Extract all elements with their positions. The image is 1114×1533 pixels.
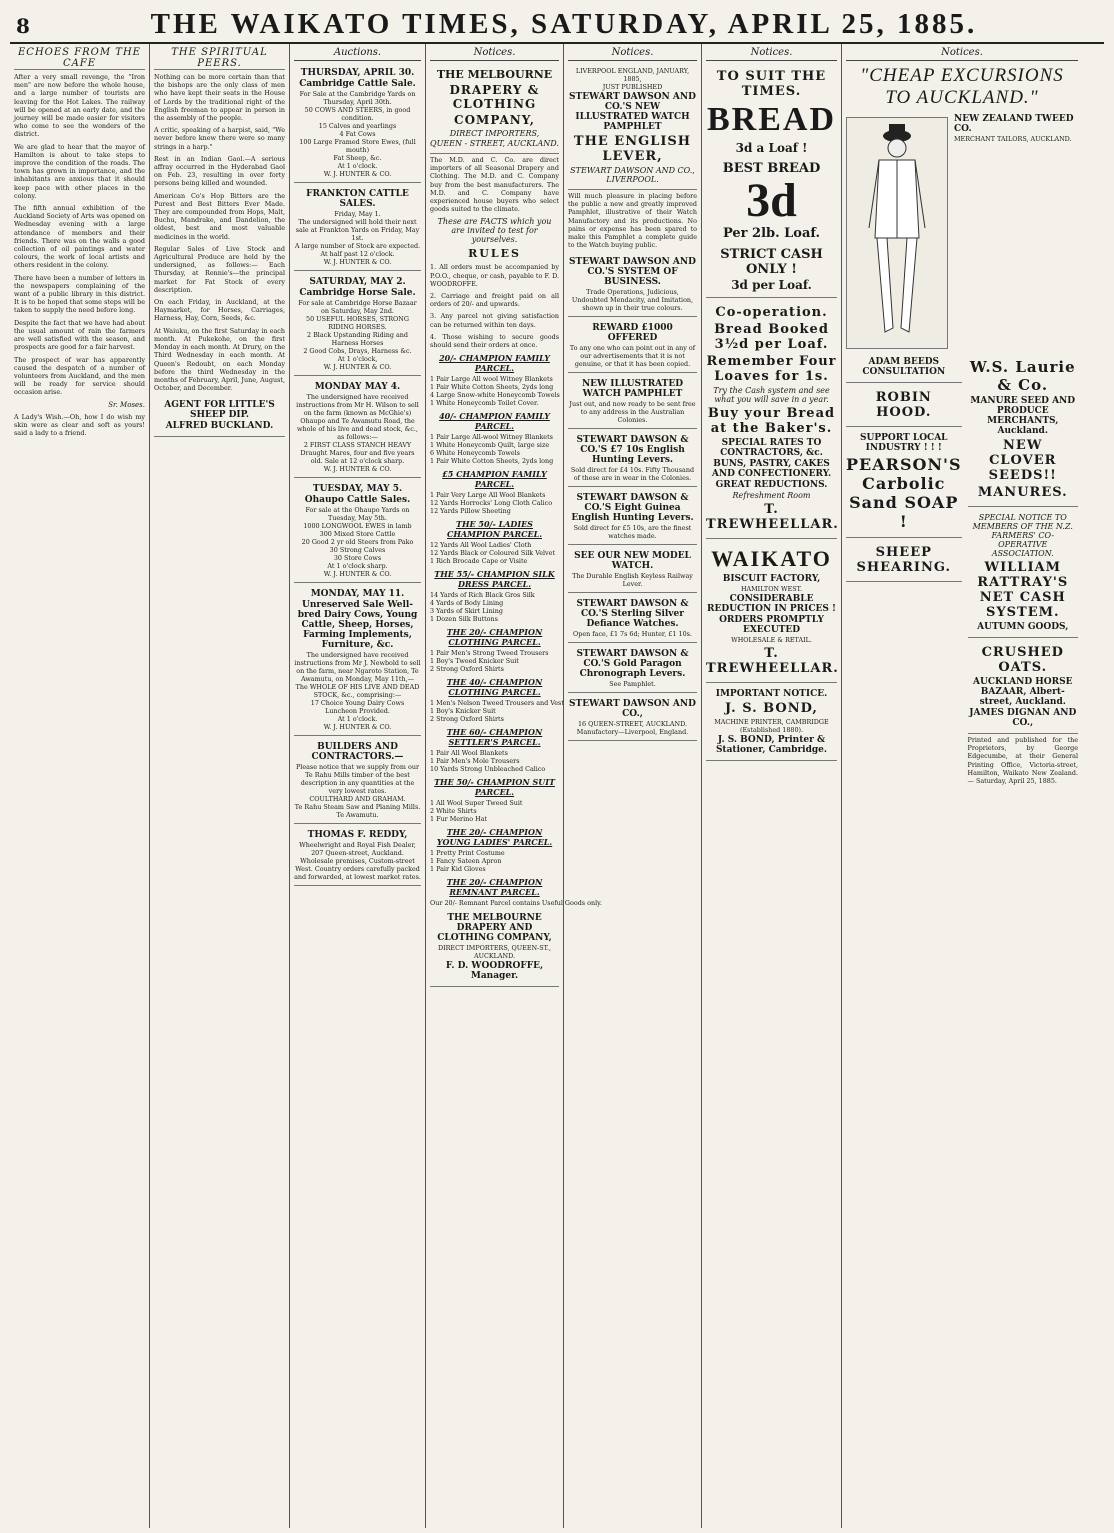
ad-line: HAMILTON WEST. bbox=[740, 585, 803, 593]
parcel-item: 3 Yards of Skirt Lining bbox=[430, 607, 503, 616]
ad-heading: Remember Four Loaves for 1s. bbox=[706, 354, 837, 384]
watch-section bbox=[568, 319, 697, 373]
auction-line: W. J. HUNTER & CO. bbox=[323, 258, 392, 266]
parcel-item: 1 Fancy Sateen Apron bbox=[430, 857, 502, 866]
parcel-item: 1 Fur Merino Hat bbox=[430, 815, 488, 824]
auction-date: MONDAY MAY 4. bbox=[314, 382, 401, 392]
auction-line: 20 Good 2 yr old Steers from Pako bbox=[301, 538, 414, 546]
ad-heading: TO SUIT THE TIMES. bbox=[716, 69, 827, 99]
auction-line: At half past 12 o'clock. bbox=[320, 250, 395, 258]
ad-heading: STRICT CASH ONLY ! bbox=[720, 247, 823, 277]
ad-heading: WAIKATO bbox=[711, 546, 832, 571]
parcel-items bbox=[430, 491, 559, 515]
ad-heading: J. S. BOND, bbox=[725, 701, 818, 716]
auction-line: The undersigned will hold their next sale at Frankton Yards on Friday, May 1st. bbox=[295, 218, 420, 242]
ad-heading: Buy your Bread at the Baker's. bbox=[707, 406, 836, 436]
ad-heading: W.S. Laurie & Co. bbox=[969, 358, 1076, 394]
auction-line: At 1 o'clock sharp. bbox=[327, 562, 388, 570]
parcel-item: 1 Pair Men's Strong Tweed Trousers bbox=[430, 649, 549, 658]
parcel-item: 2 Strong Oxford Shirts bbox=[430, 715, 504, 724]
paragraph: We are glad to hear that the mayor of Hamilton is about to take steps to improve the condition of the roads. The town has grown in importance, and the inhabitants are anxious that it should keep pace with other places in the colony. bbox=[14, 142, 145, 200]
ad-heading: THE ENGLISH LEVER, bbox=[573, 134, 692, 164]
auction-ad bbox=[294, 378, 421, 478]
ad-heading: T. TREWHEELLAR. bbox=[706, 502, 839, 532]
ad-heading: THE MELBOURNE DRAPERY AND CLOTHING COMPANY, bbox=[437, 913, 552, 944]
paragraph: A Lady's Wish.—Oh, how I do wish my skin were as clear and soft as yours! said a lady to a friend. bbox=[14, 412, 145, 437]
watch-section-text: Just out, and now ready to be sent free to any address in the Australian Colonies. bbox=[569, 400, 696, 425]
ad-heading: ROBIN HOOD. bbox=[875, 390, 932, 420]
watch-section-title: STEWART DAWSON AND CO.'S SYSTEM OF BUSINESS. bbox=[569, 257, 696, 288]
parcel-title: THE 20/- CHAMPION CLOTHING PARCEL. bbox=[446, 627, 543, 648]
column-melbourne-drapery bbox=[426, 44, 602, 1528]
laurie-ad bbox=[968, 353, 1078, 507]
auction-title: Unreserved Sale Well-bred Dairy Cows, Young Cattle, Sheep, Horses, Farming Implements, Furniture, &c. bbox=[297, 600, 418, 650]
paragraph: A critic, speaking of a harpist, said, "We never before knew there were so many strings in a harp." bbox=[154, 126, 285, 151]
auction-line: Friday, May 1. bbox=[334, 210, 381, 218]
auction-list bbox=[294, 64, 421, 886]
ad-subheading: SPECIAL NOTICE TO MEMBERS OF THE N.Z. FARMERS' CO-OPERATIVE ASSOCIATION. bbox=[972, 513, 1073, 558]
auction-line: 100 Large Framed Store Ewes, (full mouth) bbox=[299, 138, 416, 154]
column-header: Auctions. bbox=[294, 47, 421, 61]
auction-ad bbox=[294, 826, 421, 886]
auction-line: At 1 o'clock, bbox=[337, 355, 378, 363]
parcel-title: 40/- CHAMPION FAMILY PARCEL. bbox=[439, 411, 550, 432]
auction-line: W. J. HUNTER & CO. bbox=[323, 723, 392, 731]
parcel-item: 1 Boy's Knicker Suit bbox=[430, 707, 496, 716]
ad-subheading: DIRECT IMPORTERS, bbox=[449, 129, 540, 138]
motto: These are FACTS which you are invited to test for yourselves. bbox=[437, 217, 552, 245]
parcel-item: 12 Yards Black or Coloured Silk Velvet bbox=[430, 549, 556, 558]
watch-section bbox=[568, 645, 697, 693]
auction-line: Te Awamutu. bbox=[336, 811, 379, 819]
auction-title: THOMAS F. REDDY, bbox=[307, 830, 408, 840]
column-auctions bbox=[290, 44, 426, 1528]
ad-line: MACHINE PRINTER, CAMBRIDGE (Established 1880). bbox=[714, 718, 829, 734]
auction-line: W. J. HUNTER & CO. bbox=[323, 363, 392, 371]
parcel-item: 1 Pair Kid Gloves bbox=[430, 865, 486, 874]
parcel-list bbox=[430, 353, 602, 908]
auction-line: For sale at Cambridge Horse Bazaar on Saturday, May 2nd. bbox=[298, 299, 417, 315]
parcel-item: 1 White Honeycomb Toilet Cover. bbox=[430, 399, 539, 408]
auction-line: The undersigned have received instructions from Mr H. Wilson to sell on the farm (known as McGhie's) Ohaupo and Te Awamutu Road, the whole of his live and dead stock, &c., as follows:— bbox=[296, 393, 419, 441]
ad-heading: T. TREWHEELLAR. bbox=[706, 646, 839, 676]
ad-heading: NEW ZEALAND TWEED CO. bbox=[954, 114, 1074, 134]
watch-footer bbox=[568, 695, 697, 741]
parcel-items bbox=[430, 649, 559, 673]
auction-ad bbox=[294, 273, 421, 376]
auction-title: Cambridge Horse Sale. bbox=[299, 288, 416, 298]
paragraph: Regular Sales of Live Stock and Agricultural Produce are held by the undersigned, as follows:— Each Thursday, at Rennie's—the principal market for Fat Stock of every description. bbox=[154, 244, 285, 294]
ad-heading: ORDERS PROMPTLY EXECUTED bbox=[719, 615, 824, 635]
column-header: Notices. bbox=[568, 47, 697, 61]
auction-line: 2 Black Upstanding Riding and Harness Horses bbox=[307, 331, 408, 347]
section-title: ECHOES FROM THE CAFE bbox=[14, 47, 145, 70]
rule-item: 4. Those wishing to secure goods should send their orders at once. bbox=[430, 332, 559, 350]
ad-heading: COMPANY, bbox=[454, 113, 535, 127]
parcel-items bbox=[430, 433, 559, 465]
rule-item: 1. All orders must be accompanied by P.O.O., cheque, or cash, payable to F. D. WOODROFFE. bbox=[430, 263, 559, 288]
parcel-item: 6 White Honeycomb Towels bbox=[430, 449, 520, 458]
auction-line: 30 Strong Calves bbox=[329, 546, 386, 554]
ad-subheading: 3d a Loaf ! bbox=[735, 141, 808, 155]
auction-line: Te Rahu Steam Saw and Planing Mills. bbox=[294, 803, 421, 811]
parcel-title: THE 55/- CHAMPION SILK DRESS PARCEL. bbox=[434, 569, 555, 590]
parcel-title: 20/- CHAMPION FAMILY PARCEL. bbox=[439, 353, 550, 374]
auction-title: BUILDERS AND CONTRACTORS.— bbox=[311, 742, 404, 762]
column-header: Notices. bbox=[430, 47, 559, 61]
parcel-items bbox=[430, 375, 559, 407]
ad-subheading: Refreshment Room bbox=[732, 491, 811, 500]
ad-subheading: 3d per Loaf. bbox=[731, 278, 812, 292]
parcel-item: 1 Men's Nelson Tweed Trousers and Vest bbox=[430, 699, 564, 708]
parcel-title: THE 20/- CHAMPION REMNANT PARCEL. bbox=[446, 877, 543, 898]
ad-heading: MANURES. bbox=[977, 485, 1068, 500]
column-spiritual-peers bbox=[150, 44, 290, 1528]
ad-line: WHOLESALE & RETAIL. bbox=[731, 636, 812, 644]
ad-heading: CONSIDERABLE REDUCTION IN PRICES ! bbox=[707, 594, 836, 614]
support-ad bbox=[846, 429, 962, 538]
ad-subheading: MANURE SEED AND PRODUCE MERCHANTS, Auckland. bbox=[970, 396, 1076, 436]
paragraph: There have been a number of letters in the newspapers complaining of the want of a public library in this district. It is to be hoped that some steps will be taken to supply the need before long. bbox=[14, 273, 145, 315]
auction-line: A large number of Stock are expected. bbox=[294, 242, 421, 250]
left-subcol bbox=[846, 353, 962, 789]
paragraph: On each Friday, in Auckland, at the Haymarket, for Horses, Carriages, Harness, Hay, Corn, Seeds, &c. bbox=[154, 298, 285, 323]
ad-line: DIRECT IMPORTERS, QUEEN-ST., AUCKLAND. bbox=[437, 944, 552, 961]
watch-section-text: See Pamphlet. bbox=[609, 680, 656, 689]
parcel-item: Our 20/- Remnant Parcel contains Useful Goods only. bbox=[430, 899, 602, 908]
tailor-ad bbox=[846, 113, 1078, 353]
parcel-item: 4 Yards of Body Lining bbox=[430, 599, 504, 608]
ad-line: JUST PUBLISHED bbox=[602, 83, 663, 91]
column-excursions bbox=[842, 44, 1082, 1528]
imprint: Printed and published for the Proprietors, by George Edgecumbe, at their General Printing Office, Victoria-street, Hamilton, Waikato New Zealand.— Saturday, April 25, 1885. bbox=[967, 736, 1078, 786]
parcel-item: 12 Yards All Wool Ladies' Cloth bbox=[430, 541, 532, 550]
parcel-item: 12 Yards Pillow Sheeting bbox=[430, 507, 511, 516]
tailor-text bbox=[954, 113, 1078, 353]
watch-section bbox=[568, 547, 697, 593]
ad-heading: BUNS, PASTRY, CAKES AND CONFECTIONERY. bbox=[711, 459, 832, 479]
ad-heading: AGENT FOR LITTLE'S SHEEP DIP. bbox=[164, 400, 275, 421]
watch-ad-header bbox=[568, 64, 697, 190]
auction-line: 15 Calves and yearlings bbox=[318, 122, 397, 130]
ad-heading: IMPORTANT NOTICE. bbox=[715, 689, 828, 699]
watch-sections bbox=[568, 253, 697, 693]
watch-section-text: Trade Operations, Judicious, Undoubted Mendacity, and Imitation, shown up in their true colours. bbox=[571, 288, 694, 313]
column-bread bbox=[702, 44, 842, 1528]
ad-subheading: QUEEN - STREET, AUCKLAND. bbox=[430, 139, 559, 148]
ad-heading: DRAPERY & CLOTHING bbox=[449, 83, 540, 111]
ad-subheading: BISCUIT FACTORY, bbox=[722, 574, 821, 584]
ad-subheading: STEWART DAWSON AND CO., LIVERPOOL. bbox=[570, 166, 695, 184]
column-stewart-dawson bbox=[564, 44, 702, 1528]
rules-heading: RULES bbox=[468, 247, 521, 261]
parcel-item: 1 Boy's Tweed Knicker Suit bbox=[430, 657, 519, 666]
parcel-item: 1 All Wool Super Tweed Suit bbox=[430, 799, 523, 808]
auction-ad bbox=[294, 64, 421, 183]
ad-heading: STEWART DAWSON AND CO.'S NEW ILLUSTRATED WATCH PAMPHLET bbox=[569, 92, 696, 132]
auction-line: Wheelwright and Royal Fish Dealer, 207 Queen-street, Auckland. bbox=[299, 841, 416, 857]
parcel-title: £5 CHAMPION FAMILY PARCEL. bbox=[442, 469, 547, 490]
oats-ad bbox=[968, 640, 1078, 734]
auction-line: 50 USEFUL HORSES, STRONG RIDING HORSES. bbox=[306, 315, 409, 331]
ad-name: ALFRED BUCKLAND. bbox=[165, 421, 274, 432]
auction-ad bbox=[294, 480, 421, 583]
agent-ad bbox=[154, 396, 285, 437]
watch-section-title: STEWART DAWSON & CO.'S Gold Paragon Chronograph Levers. bbox=[576, 649, 689, 680]
watch-section-title: REWARD £1000 OFFERED bbox=[592, 323, 673, 344]
watch-section-text: Sold direct for £4 10s. Fifty Thousand of these are in wear in the Colonies. bbox=[570, 466, 695, 483]
ad-heading: STEWART DAWSON AND CO., bbox=[569, 699, 696, 720]
ad-heading: J. S. BOND, Printer & Stationer, Cambridge. bbox=[715, 735, 828, 755]
ad-subheading: Try the Cash system and see what you will save in a year. bbox=[713, 386, 830, 404]
excursions-title: "CHEAP EXCURSIONS TO AUCKLAND." bbox=[860, 65, 1064, 108]
auction-title: Cambridge Cattle Sale. bbox=[299, 79, 416, 89]
paragraph: Will much pleasure in placing before the public a new and greatly improved Pamphlet, illustrative of their Watch Manufactory and its productions. No pains or expense has been spared to make this Pamphlet a complete guide to the Watch buying public. bbox=[568, 192, 697, 250]
auction-line: 30 Store Cows bbox=[333, 554, 382, 562]
ad-price: 3d bbox=[746, 174, 797, 227]
watch-section-text: Sold direct for £5 10s, are the finest watches made. bbox=[573, 524, 692, 541]
watch-section-text: The Durable English Keyless Railway Lever. bbox=[572, 572, 693, 589]
two-col-ads bbox=[846, 353, 1078, 789]
auction-date: MONDAY, MAY 11. bbox=[310, 589, 405, 599]
drapery-ad-header bbox=[430, 64, 559, 154]
auction-line: 17 Choice Young Dairy Cows bbox=[310, 699, 405, 707]
parcel-items bbox=[430, 541, 559, 565]
rule-item: 2. Carriage and freight paid on all orders of 20/- and upwards. bbox=[430, 292, 559, 309]
ad-line: LIVERPOOL ENGLAND, JANUARY, 1885, bbox=[575, 67, 690, 83]
watch-section bbox=[568, 375, 697, 429]
parcel-item: 4 Large Snow-white Honeycomb Towels bbox=[430, 391, 560, 400]
paragraph: At Waiuku, on the first Saturday in each month. At Pukekohe, on the first Monday in each month. At Drury, on the Third Wednesday in each month. At Queen's Redoubt, on each Monday before the third Wednesday in the months of February, April, June, August, October, and December. bbox=[154, 326, 285, 393]
ad-heading: SPECIAL RATES TO CONTRACTORS, &c. bbox=[720, 438, 823, 458]
auction-line: The undersigned have received instructions from Mr J. Newbold to sell on the farm, near Ngaroto Station, Te Awamutu, on Monday, May 11th,— bbox=[294, 651, 421, 683]
bread-ad bbox=[706, 64, 837, 298]
ad-heading: Co-operation. bbox=[715, 305, 828, 320]
ad-heading: PEARSON'S Carbolic Sand SOAP ! bbox=[846, 455, 962, 531]
auction-line: COULTHARD AND GRAHAM. bbox=[309, 795, 406, 803]
parcel-title: THE 20/- CHAMPION YOUNG LADIES' PARCEL. bbox=[436, 827, 553, 848]
auction-line: 300 Mixed Store Cattle bbox=[319, 530, 396, 538]
auction-line: Please notice that we supply from our Te Rahu Mills timber of the best description in any quantities at the very lowest rates. bbox=[295, 763, 419, 795]
ad-line: 16 QUEEN-STREET, AUCKLAND. bbox=[577, 720, 688, 729]
coop-ad bbox=[706, 300, 837, 539]
ad-heading: ADAM BEEDS CONSULTATION bbox=[862, 357, 946, 377]
auction-line: At 1 o'clock. bbox=[337, 162, 378, 170]
paragraph: Despite the fact that we have had about the usual amount of rain the farmers are well satisfied with the season, and prospects are good for a fair harvest. bbox=[14, 318, 145, 352]
ad-heading: BREAD bbox=[706, 101, 837, 138]
parcel-item: 1 White Honeycomb Quilt, large size bbox=[430, 441, 550, 450]
parcel-item: 2 Strong Oxford Shirts bbox=[430, 665, 504, 674]
watch-section-title: STEWART DAWSON & CO.'S £7 10s English Hunting Levers. bbox=[576, 435, 689, 466]
signature: Sr. Moses. bbox=[108, 400, 145, 409]
watch-section bbox=[568, 595, 697, 643]
rule-item: 3. Any parcel not giving satisfaction can be returned within ten days. bbox=[430, 312, 559, 329]
rules-list bbox=[430, 263, 559, 349]
watch-section-title: NEW ILLUSTRATED WATCH PAMPHLET bbox=[581, 379, 684, 400]
biscuit-ad bbox=[706, 541, 837, 683]
parcel-item: 1 Rich Brocade Cape or Visite bbox=[430, 557, 528, 566]
ad-heading: BEST BREAD bbox=[722, 161, 821, 176]
column-header: Notices. bbox=[706, 47, 837, 61]
parcel-item: 1 Pair White Cotton Sheets, 2yds long bbox=[430, 383, 554, 392]
auction-line: For sale at the Ohaupo Yards on Tuesday, May 5th. bbox=[305, 506, 410, 522]
parcel-items bbox=[430, 799, 559, 823]
parcel-item: 1 Pair All Wool Blankets bbox=[430, 749, 508, 758]
ad-heading: F. D. WOODROFFE, Manager. bbox=[445, 961, 544, 982]
auction-line: 2 Good Cobs, Drays, Harness &c. bbox=[303, 347, 412, 355]
column-echoes bbox=[10, 44, 150, 1528]
ad-heading: NEW CLOVER SEEDS!! bbox=[988, 438, 1057, 483]
watch-section-title: STEWART DAWSON & CO.'S Eight Guinea English Hunting Levers. bbox=[571, 493, 694, 524]
paragraph: The fifth annual exhibition of the Auckland Society of Arts was opened on Wednesday evening with a large attendance of members and their friends. There was on the walls a good collection of oil paintings and water colours, the work of local artists and others resident in the colony. bbox=[14, 204, 145, 270]
ad-subheading: Per 2lb. Loaf. bbox=[722, 226, 821, 241]
auction-line: For Sale at the Cambridge Yards on Thursday, April 30th. bbox=[299, 90, 416, 106]
auction-ad bbox=[294, 185, 421, 271]
parcel-item: 1 Pair White Cotton Sheets, 2yds long bbox=[430, 457, 554, 466]
consultation-ad bbox=[846, 353, 962, 383]
parcel-items bbox=[430, 749, 559, 773]
auction-date: TUESDAY, MAY 5. bbox=[312, 484, 403, 494]
watch-section bbox=[568, 431, 697, 487]
parcel-item: 1 Pretty Print Costume bbox=[430, 849, 505, 858]
parcel-item: 1 Pair Very Large All Wool Blankets bbox=[430, 491, 546, 500]
measurement-lines bbox=[954, 145, 1078, 153]
column-header: Notices. bbox=[846, 47, 1078, 61]
section-title: THE SPIRITUAL PEERS. bbox=[154, 47, 285, 70]
auction-line: The WHOLE OF HIS LIVE AND DEAD STOCK, &c., comprising:— bbox=[295, 683, 420, 699]
paragraph: After a very small revenge, the "Iron men" are now before the whole house, and a large number of tourists are leaving for the Hot Lakes. The railway will be opened at an early date, and the journey will be made easier for visitors who come to see the wonders of the district. bbox=[14, 73, 145, 139]
newspaper-title: THE WAIKATO TIMES, SATURDAY, APRIL 25, 1885. bbox=[150, 8, 978, 40]
paragraph: Nothing can be more certain than that the bishops are the only class of men who have kept their seats in the House of Lords by the traditional right of the English freeman to appear in person in the assembly of the people. bbox=[154, 73, 285, 123]
auction-date: THURSDAY, APRIL 30. bbox=[300, 68, 415, 78]
auction-line: Wholesale premises, Custom-street West. Country orders carefully packed and forwarded, at lowest market rates. bbox=[294, 857, 421, 881]
page-number: 8 bbox=[16, 14, 30, 38]
ad-line: MERCHANT TAILORS, AUCKLAND. bbox=[954, 135, 1072, 143]
auction-ad bbox=[294, 738, 421, 824]
paragraph: The prospect of war has apparently caused the despatch of a number of volunteers from Auckland, and the men will be ready for service should occasion arise. bbox=[14, 355, 145, 397]
auction-line: 50 COWS AND STEERS, in good condition. bbox=[304, 106, 411, 122]
ad-heading: JAMES DIGNAN AND CO., bbox=[969, 708, 1077, 728]
auction-line: 2 FIRST CLASS STANCH HEAVY Draught Mares, four and five years old. Sale at 12 o'clock sharp. bbox=[300, 441, 415, 465]
parcel-item: 2 White Shirts bbox=[430, 807, 477, 816]
parcel-title: THE 40/- CHAMPION CLOTHING PARCEL. bbox=[446, 677, 543, 698]
watch-section-title: STEWART DAWSON & CO.'S Sterling Silver Defiance Watches. bbox=[576, 599, 689, 630]
ad-heading: CRUSHED OATS. bbox=[981, 645, 1064, 675]
parcel-item: 1 Dozen Silk Buttons bbox=[430, 615, 498, 624]
printer-ad bbox=[706, 685, 837, 761]
auction-date: SATURDAY, MAY 2. bbox=[309, 277, 406, 287]
auction-line: Fat Sheep, &c. bbox=[333, 154, 382, 162]
watch-section bbox=[568, 489, 697, 545]
watch-section bbox=[568, 253, 697, 317]
right-subcol bbox=[968, 353, 1078, 789]
ad-heading: Bread Booked 3½d per Loaf. bbox=[714, 322, 829, 352]
paragraph: Rest in an Indian Gaol.—A serious affray occurred in the Hyderabad Gaol on Feb. 23, resulting in over forty persons being killed and wounded. bbox=[154, 154, 285, 188]
auction-title: Ohaupo Cattle Sales. bbox=[304, 495, 411, 505]
parcel-title: THE 50/- CHAMPION SUIT PARCEL. bbox=[434, 777, 555, 798]
robin-hood-ad bbox=[846, 385, 962, 427]
parcel-items bbox=[430, 699, 564, 724]
gentleman-illustration bbox=[847, 118, 947, 346]
watch-section-text: To any one who can point out in any of our advertisements that it is not genuine, or that it has been copied. bbox=[569, 344, 696, 369]
ad-heading: AUCKLAND HORSE BAZAAR, Albert-street, Auckland. bbox=[973, 677, 1073, 707]
parcel-items bbox=[430, 849, 559, 873]
parcel-items bbox=[430, 899, 602, 908]
auction-line: W. J. HUNTER & CO. bbox=[323, 570, 392, 578]
ad-line: Manufactory—Liverpool, England. bbox=[576, 728, 689, 737]
parcel-title: THE 50/- LADIES CHAMPION PARCEL. bbox=[447, 519, 542, 540]
rattray-ad bbox=[968, 509, 1078, 638]
auction-line: At 1 o'clock. bbox=[337, 715, 378, 723]
auction-line: W. J. HUNTER & CO. bbox=[323, 170, 392, 178]
gentleman-figure bbox=[846, 117, 948, 349]
auction-title: FRANKTON CATTLE SALES. bbox=[306, 189, 409, 209]
parcel-item: 14 Yards of Rich Black Gros Silk bbox=[430, 591, 535, 600]
drapery-footer bbox=[430, 909, 559, 987]
parcel-item: 10 Yards Strong Unbleached Calico bbox=[430, 765, 546, 774]
auction-ad bbox=[294, 585, 421, 736]
ad-heading: AUTUMN GOODS, bbox=[977, 622, 1069, 632]
parcel-item: 12 Yards Horrocks' Long Cloth Calico bbox=[430, 499, 553, 508]
auction-line: 4 Fat Cows bbox=[339, 130, 376, 138]
auction-line: 1000 LONGWOOL EWES in lamb bbox=[303, 522, 412, 530]
ad-heading: THE MELBOURNE bbox=[436, 68, 553, 81]
columns bbox=[10, 44, 1104, 1528]
watch-section-title: SEE OUR NEW MODEL WATCH. bbox=[574, 551, 691, 572]
shearing-ad bbox=[846, 540, 962, 582]
parcel-items bbox=[430, 591, 559, 623]
parcel-item: 1 Pair Large All wool Witney Blankets bbox=[430, 375, 553, 384]
ad-heading: GREAT REDUCTIONS. bbox=[715, 480, 828, 490]
parcel-item: 1 Pair Large All-wool Witney Blankets bbox=[430, 433, 553, 442]
ad-heading: SUPPORT LOCAL INDUSTRY ! ! ! bbox=[859, 433, 948, 453]
watch-section-text: Open face, £1 7s 6d; Hunter, £1 10s. bbox=[573, 630, 692, 639]
paragraph: American Co's Hop Bitters are the Purest and Best Bitters Ever Made. They are compounded from Hops, Malt, Buchu, Mandrake, and Dandelion, the oldest, best and most valuable medicines in the world. bbox=[154, 191, 285, 241]
auction-line: Luncheon Provided. bbox=[325, 707, 390, 715]
paragraph: The M.D. and C. Co. are direct importers of all Seasonal Drapery and Clothing. The M.D. and C. Company buy from the best manufacturers. The M.D. and C. Company have experienced house buyers who select goods suited to the climate. bbox=[430, 156, 559, 214]
ad-heading: WILLIAM RATTRAY'S NET CASH SYSTEM. bbox=[977, 560, 1069, 620]
parcel-item: 1 Pair Men's Mole Trousers bbox=[430, 757, 520, 766]
ad-heading: SHEEP SHEARING. bbox=[856, 545, 952, 575]
masthead bbox=[10, 8, 1104, 44]
parcel-title: THE 60/- CHAMPION SETTLER'S PARCEL. bbox=[446, 727, 543, 748]
auction-line: W. J. HUNTER & CO. bbox=[323, 465, 392, 473]
